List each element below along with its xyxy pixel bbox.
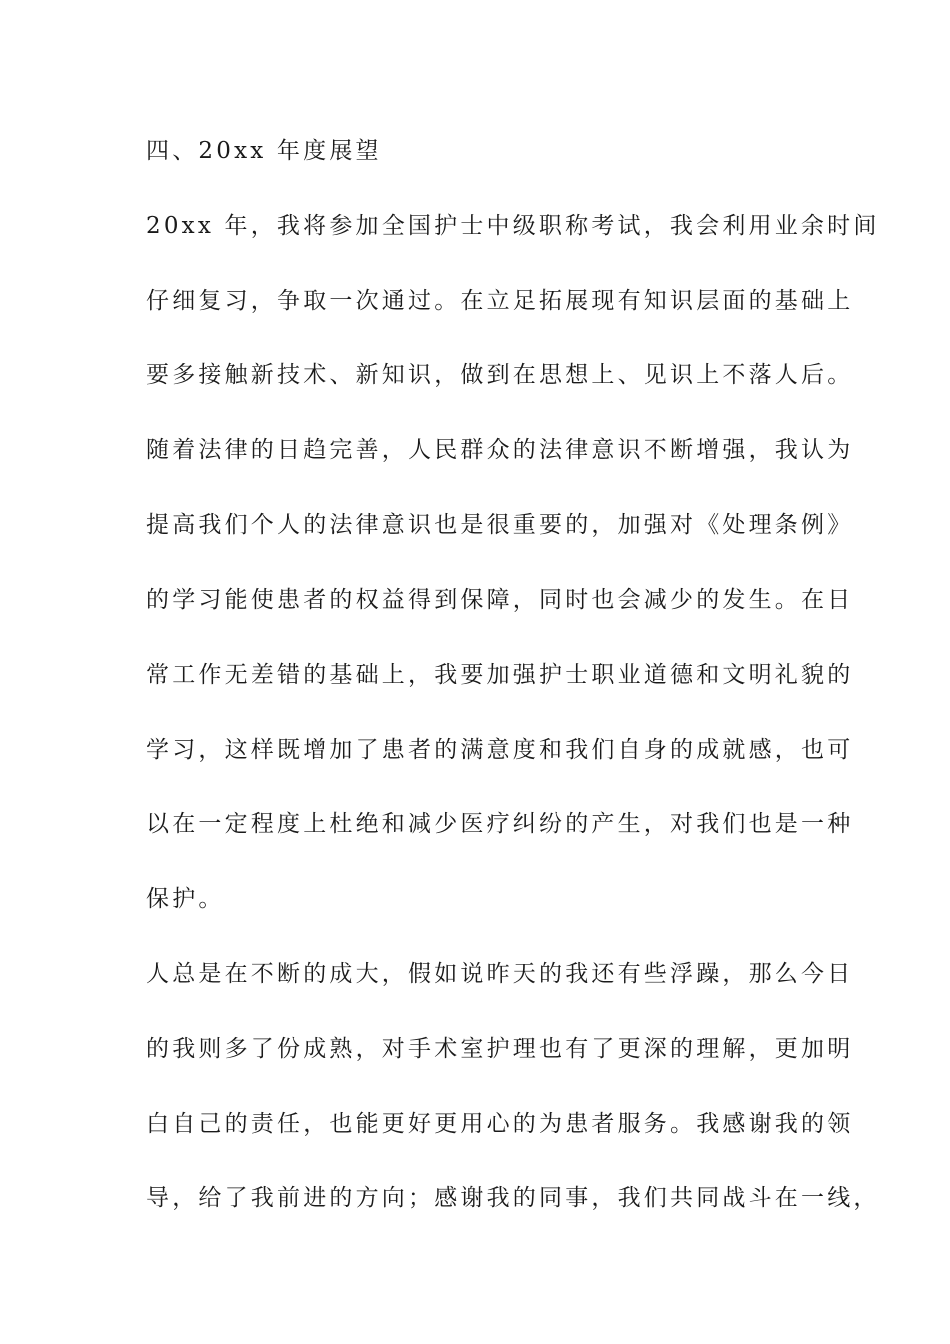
text-line: 学习，这样既增加了患者的满意度和我们自身的成就感，也可: [146, 737, 854, 763]
text-line: 20xx 年，我将参加全国护士中级职称考试，我会利用业余时间: [146, 213, 880, 239]
text-line: 导，给了我前进的方向；感谢我的同事，我们共同战斗在一线，: [146, 1185, 880, 1211]
text-line: 人总是在不断的成大，假如说昨天的我还有些浮躁，那么今日: [146, 961, 854, 987]
text-line: 以在一定程度上杜绝和减少医疗纠纷的产生，对我们也是一种: [146, 811, 854, 837]
text-line: 常工作无差错的基础上，我要加强护士职业道德和文明礼貌的: [146, 662, 854, 688]
text-line: 随着法律的日趋完善，人民群众的法律意识不断增强，我认为: [146, 437, 854, 463]
text-line: 保护。: [146, 886, 225, 912]
text-line: 的学习能使患者的权益得到保障，同时也会减少的发生。在日: [146, 587, 854, 613]
text-line: 仔细复习，争取一次通过。在立足拓展现有知识层面的基础上: [146, 288, 854, 314]
text-line: 的我则多了份成熟，对手术室护理也有了更深的理解，更加明: [146, 1036, 854, 1062]
section-heading: 四、20xx 年度展望: [146, 138, 382, 164]
text-line: 白自己的责任，也能更好更用心的为患者服务。我感谢我的领: [146, 1111, 854, 1137]
text-line: 要多接触新技术、新知识，做到在思想上、见识上不落人后。: [146, 362, 854, 388]
text-line: 提高我们个人的法律意识也是很重要的，加强对《处理条例》: [146, 512, 854, 538]
